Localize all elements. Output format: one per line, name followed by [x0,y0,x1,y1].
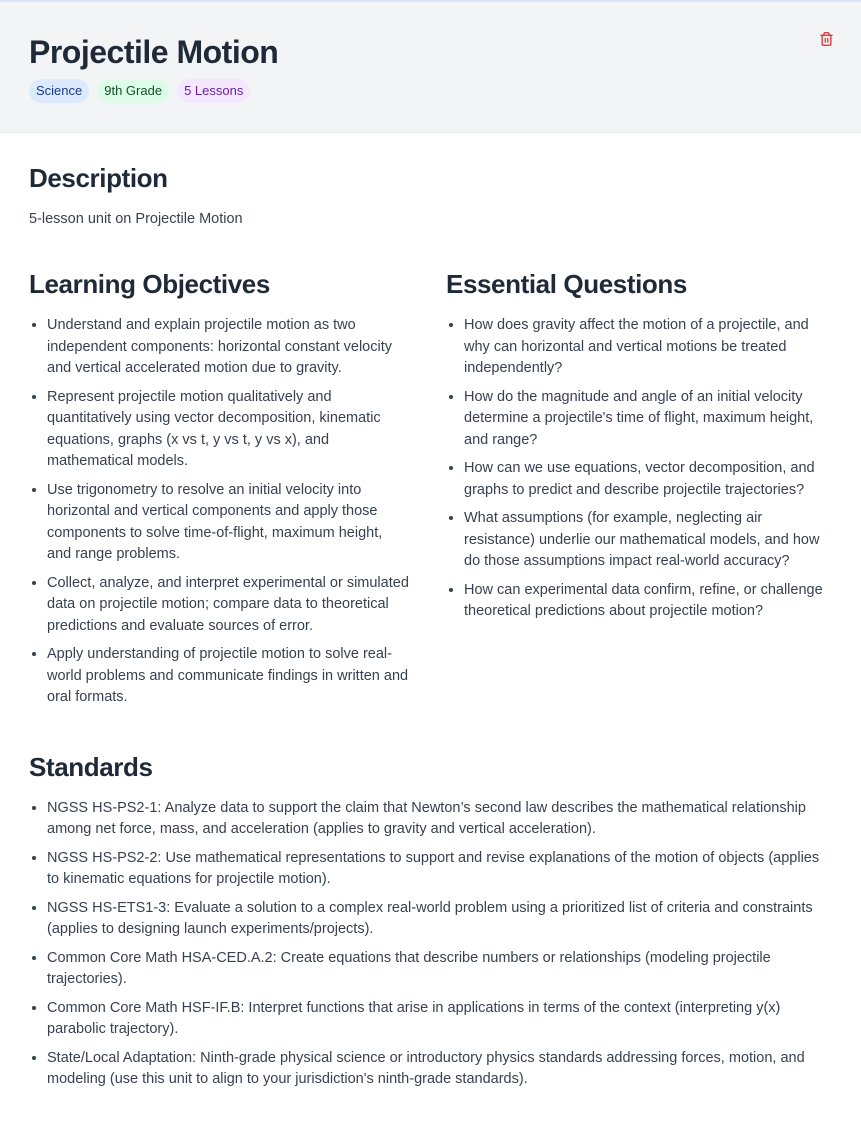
unit-content [0,133,861,1091]
list-item: • Apply understanding of projectile motion to solve real-world problems and communicate findings in written and oral formats. [47,644,410,709]
list-item: • Understand and explain projectile motion as two independent components: horizontal constant velocity and vertical accelerated motion due to gravity. [47,315,410,380]
trash-icon [819,31,834,47]
list-item: • NGSS HS-PS2-1: Analyze data to support the claim that Newton’s second law describes the mathematical relationship among net force, mass, and acceleration (applies to gravity and vertical acceleration). [47,798,832,841]
list-item: • How does gravity affect the motion of a projectile, and why can horizontal and vertical motions be treated independently? [464,315,834,380]
learning-objectives-heading: Learning Objectives [29,269,270,299]
learning-objectives-list [29,315,410,709]
list-item: • NGSS HS-PS2-2: Use mathematical representations to support and revise explanations of the motion of objects (applies to kinematic equations for projectile motion). [47,848,832,891]
badge-row [29,79,832,103]
list-item: • How can experimental data confirm, refine, or challenge theoretical predictions about projectile motion? [464,580,834,623]
essential-questions-list [446,315,834,623]
essential-questions-heading: Essential Questions [446,269,687,299]
delete-button[interactable] [816,29,836,49]
list-item: • NGSS HS-ETS1-3: Evaluate a solution to a complex real-world problem using a prioritized list of criteria and constraints (applies to designing launch experiments/projects). [47,898,832,941]
list-item: • Common Core Math HSA-CED.A.2: Create equations that describe numbers or relationships (modeling projectile trajectories). [47,948,832,991]
unit-header [0,2,861,133]
learning-objectives-section [29,267,410,716]
list-item: • Common Core Math HSF-IF.B: Interpret functions that arise in applications in terms of the context (interpreting y(x) parabolic trajectory). [47,998,832,1041]
standards-list [29,798,832,1091]
description-section [29,161,832,229]
description-heading: Description [29,163,168,193]
list-item: • How can we use equations, vector decomposition, and graphs to predict and describe projectile trajectories? [464,458,834,501]
grade-badge: 9th Grade [97,79,169,103]
objectives-questions-row [29,267,832,716]
page-title: Projectile Motion [29,34,279,70]
description-text: 5-lesson unit on Projectile Motion [29,211,243,227]
list-item: • Collect, analyze, and interpret experimental or simulated data on projectile motion; compare data to theoretical predictions and evaluate sources of error. [47,573,410,638]
list-item: • State/Local Adaptation: Ninth-grade physical science or introductory physics standards addressing forces, motion, and modeling (use this unit to align to your jurisdiction's ninth-grade standards). [47,1048,832,1091]
standards-section [29,750,832,1091]
list-item: • What assumptions (for example, neglecting air resistance) underlie our mathematical models, and how do those assumptions impact real-world accuracy? [464,508,834,573]
essential-questions-section [446,267,834,716]
list-item: • How do the magnitude and angle of an initial velocity determine a projectile's time of flight, maximum height, and range? [464,387,834,452]
subject-badge: Science [29,79,89,103]
standards-heading: Standards [29,751,153,782]
list-item: • Use trigonometry to resolve an initial velocity into horizontal and vertical components and apply those components to solve time-of-flight, maximum height, and range problems. [47,480,410,566]
list-item: • Represent projectile motion qualitatively and quantitatively using vector decomposition, kinematic equations, graphs (x vs t, y vs t, y vs x), and mathematical models. [47,387,410,473]
lessons-badge: 5 Lessons [177,79,250,103]
